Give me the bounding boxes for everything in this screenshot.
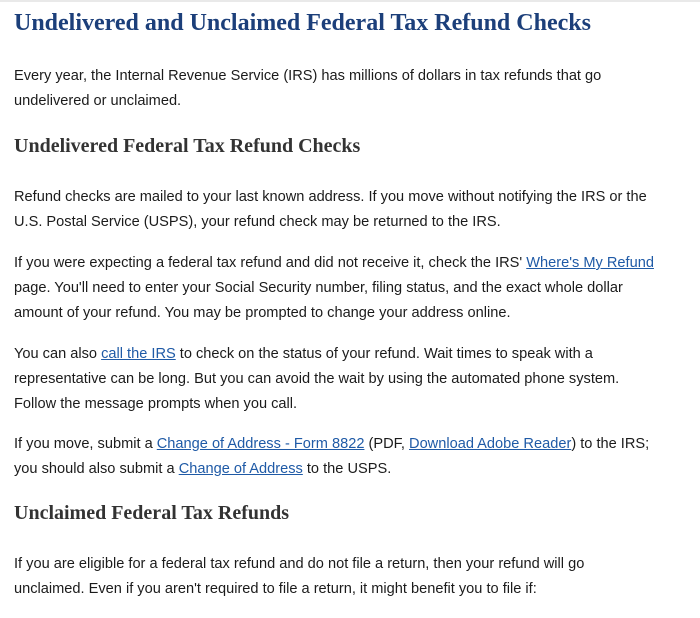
undelivered-p1-line-1: Refund checks are mailed to your last known address. If you move without notifying the IRS or the bbox=[14, 189, 647, 205]
unclaimed-p1-line-1: If you are eligible for a federal tax refund and do not file a return, then your refund will go bbox=[14, 556, 585, 572]
undelivered-paragraph-3 bbox=[14, 342, 694, 417]
unclaimed-p1-line-2: unclaimed. Even if you aren't required to file a return, it might benefit you to file if: bbox=[14, 581, 537, 597]
undelivered-p1-line-2: U.S. Postal Service (USPS), your refund check may be returned to the IRS. bbox=[14, 214, 501, 230]
undelivered-p4-text-4: you should also submit a bbox=[14, 461, 179, 477]
undelivered-heading: Undelivered Federal Tax Refund Checks bbox=[14, 135, 361, 157]
undelivered-p4-text-3: ) to the IRS; bbox=[571, 436, 650, 452]
form-8822-link[interactable]: Change of Address - Form 8822 bbox=[156, 436, 365, 452]
download-adobe-reader-link[interactable]: Download Adobe Reader bbox=[409, 436, 572, 452]
intro-paragraph bbox=[14, 64, 694, 114]
undelivered-paragraph-1 bbox=[14, 185, 694, 235]
undelivered-p2-text-before-link: If you were expecting a federal tax refund and did not receive it, check the IRS' bbox=[14, 255, 527, 271]
undelivered-p3-line-3: Follow the message prompts when you call. bbox=[14, 396, 298, 412]
undelivered-p4-text-5: to the USPS. bbox=[302, 461, 392, 477]
undelivered-p2-line-3: amount of your refund. You may be prompted to change your address online. bbox=[14, 305, 511, 321]
undelivered-p3-line-2: representative can be long. But you can avoid the wait by using the automated phone system. bbox=[14, 371, 620, 387]
intro-line-1: Every year, the Internal Revenue Service (IRS) has millions of dollars in tax refunds that go bbox=[14, 68, 602, 84]
usps-change-of-address-link[interactable]: Change of Address bbox=[178, 461, 303, 477]
wheres-my-refund-link[interactable]: Where's My Refund bbox=[526, 255, 654, 271]
page-title: Undelivered and Unclaimed Federal Tax Refund Checks bbox=[14, 10, 591, 36]
undelivered-p4-text-2: (PDF, bbox=[364, 436, 410, 452]
undelivered-p3-text-after-link: to check on the status of your refund. Wait times to speak with a bbox=[175, 346, 593, 362]
top-divider bbox=[0, 0, 700, 2]
undelivered-p2-line-2: page. You'll need to enter your Social Security number, filing status, and the exact whole dollar bbox=[14, 280, 623, 296]
undelivered-paragraph-4 bbox=[14, 432, 694, 482]
call-the-irs-link[interactable]: call the IRS bbox=[101, 346, 176, 362]
intro-line-2: undelivered or unclaimed. bbox=[14, 93, 182, 109]
unclaimed-heading: Unclaimed Federal Tax Refunds bbox=[14, 502, 290, 524]
undelivered-p4-text-1: If you move, submit a bbox=[14, 436, 157, 452]
unclaimed-paragraph-1 bbox=[14, 552, 694, 602]
undelivered-paragraph-2 bbox=[14, 251, 694, 326]
undelivered-p3-text-before-link: You can also bbox=[14, 346, 102, 362]
